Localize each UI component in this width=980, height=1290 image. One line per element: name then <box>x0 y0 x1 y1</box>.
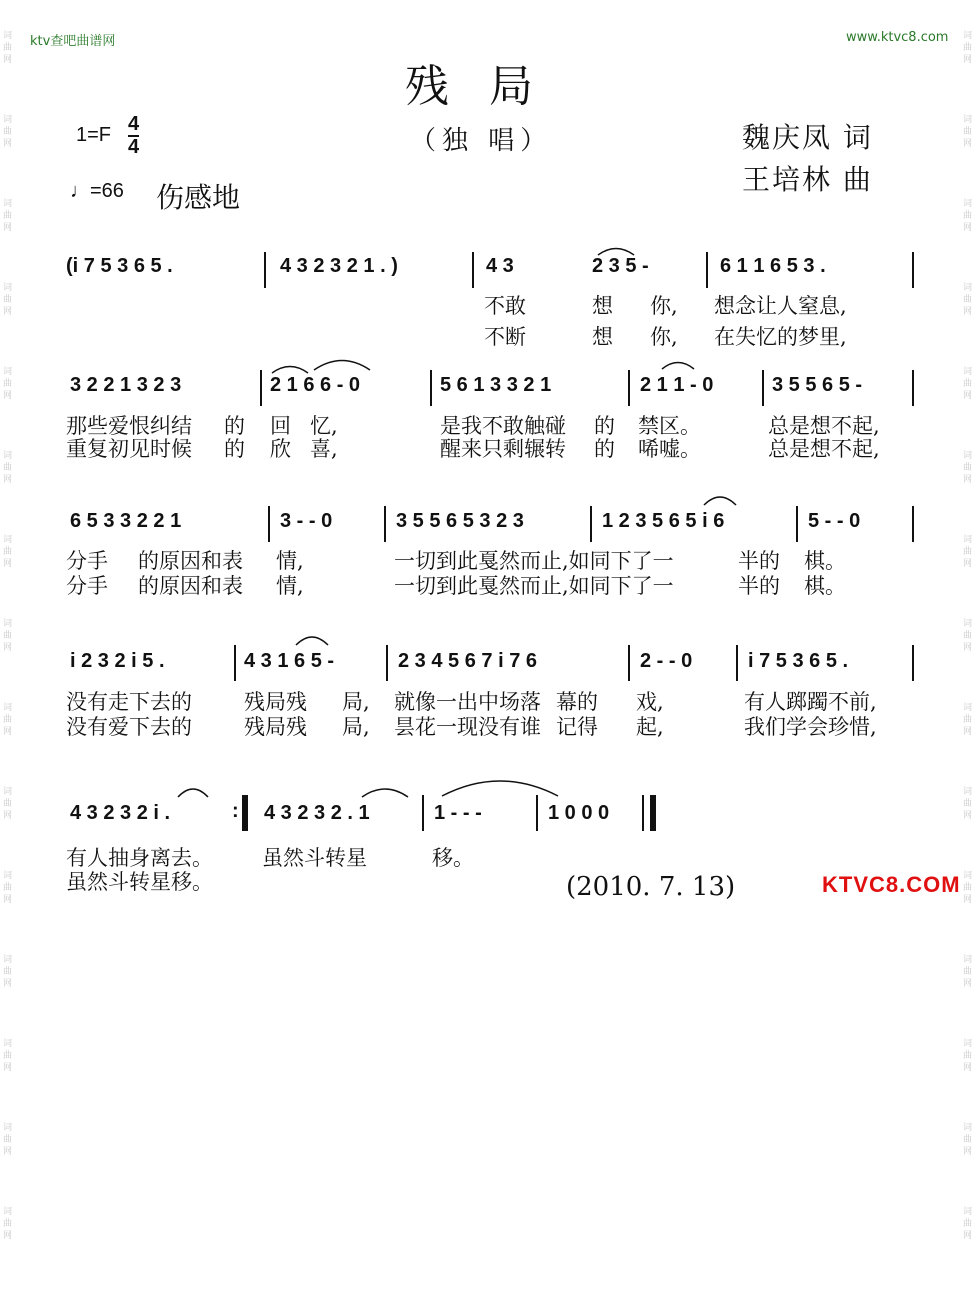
lyric: 一切到此戛然而止,如同下了一 <box>394 549 674 573</box>
expression-marking: 伤感地 <box>156 181 241 214</box>
time-signature-top: 4 <box>128 113 140 135</box>
row1-measure2: 4 3 2 3 2 1 . ) <box>280 255 398 277</box>
row4-measure5: i 7 5 3 6 5 . <box>748 650 849 672</box>
lyric: 就像一出中场落 <box>394 690 541 714</box>
row1-measure1: (i 7 5 3 6 5 . <box>66 255 173 277</box>
lyric: 的 <box>594 437 615 461</box>
lyric: 重复初见时候 <box>66 437 192 461</box>
lyric: 情, <box>276 574 304 598</box>
barline <box>628 370 630 406</box>
barline <box>590 506 592 542</box>
lyric: 分手 <box>66 574 108 598</box>
row2-measure4: 2 1 1 - 0 <box>640 374 714 396</box>
tempo-value: =66 <box>90 180 124 202</box>
barline <box>762 370 764 406</box>
row2-measure1: 3 2 2 1 3 2 3 <box>70 374 182 396</box>
barline <box>264 252 266 288</box>
row5-measure2: 4 3 2 3 2 . 1 <box>264 802 370 824</box>
lyric: 情, <box>276 549 304 573</box>
song-title: 残局 <box>405 61 573 112</box>
lyric: 昙花一现没有谁 <box>394 715 541 739</box>
final-barline-thin <box>642 795 644 831</box>
lyric: 的原因和表 <box>138 549 243 573</box>
lyric: 残局残 <box>244 715 307 739</box>
barline <box>912 370 914 406</box>
site-logo[interactable]: KTVC8.COM <box>822 872 961 897</box>
side-watermark-right: 词曲网 词曲网 词曲网 词曲网 词曲网 词曲网 词曲网 词曲网 词曲网 词曲网 词曲网 词曲网 词曲网 词曲网 词曲网 <box>963 31 973 1241</box>
lyric: 虽然斗转星 <box>262 846 367 870</box>
lyric: 没有爱下去的 <box>66 715 192 739</box>
quarter-note-icon: ♩ <box>70 180 90 202</box>
barline <box>912 645 914 681</box>
lyric: 你, <box>650 294 678 318</box>
barline <box>268 506 270 542</box>
lyric: 是我不敢触碰 <box>440 414 566 438</box>
row3-measure3: 3 5 5 6 5 3 2 3 <box>396 510 524 532</box>
time-signature <box>128 114 139 158</box>
barline <box>628 645 630 681</box>
row4-measure4: 2 - - 0 <box>640 650 693 672</box>
lyric: 棋。 <box>804 549 846 573</box>
lyric: 有人踯躅不前, <box>744 690 877 714</box>
lyric: 总是想不起, <box>768 437 880 461</box>
lyric: 唏嘘。 <box>638 437 701 461</box>
lyric: 醒来只剩辗转 <box>440 437 566 461</box>
lyric: 一切到此戛然而止,如同下了一 <box>394 574 674 598</box>
lyric: 分手 <box>66 549 108 573</box>
barline <box>912 506 914 542</box>
lyric: 半的 <box>738 549 780 573</box>
row4-measure3: 2 3 4 5 6 7 i 7 6 <box>398 650 537 672</box>
time-signature-bottom: 4 <box>128 136 140 158</box>
key-signature: 1=F <box>76 124 112 146</box>
lyric: 虽然斗转星移。 <box>66 870 213 894</box>
lyric: 起, <box>636 715 664 739</box>
barline <box>536 795 538 831</box>
slur <box>702 492 738 506</box>
barline <box>430 370 432 406</box>
site-name-left[interactable]: ktv查吧曲谱网 <box>30 34 116 49</box>
site-url-right[interactable]: www.ktvc8.com <box>846 30 949 45</box>
row1-measure3b: 2 3 5 - <box>592 255 649 277</box>
barline <box>386 645 388 681</box>
lyric: 的原因和表 <box>138 574 243 598</box>
lyric: 想 <box>592 325 613 349</box>
row1-measure3a: 4 3 <box>486 255 514 277</box>
barline <box>234 645 236 681</box>
lyric: 没有走下去的 <box>66 690 192 714</box>
lyric: 你, <box>650 325 678 349</box>
slur <box>660 358 696 370</box>
slur <box>176 784 210 798</box>
row5-measure4: 1 0 0 0 <box>548 802 610 824</box>
lyric: 幕的 <box>556 690 598 714</box>
slur <box>440 774 560 798</box>
repeat-dots: : <box>232 800 239 822</box>
row3-measure2: 3 - - 0 <box>280 510 333 532</box>
lyric: 想念让人窒息, <box>714 294 847 318</box>
barline <box>422 795 424 831</box>
tempo-marking <box>70 180 124 203</box>
lyric: 棋。 <box>804 574 846 598</box>
lyric: 回 <box>270 414 291 438</box>
lyric: 那些爱恨纠结 <box>66 414 192 438</box>
slur <box>312 355 372 371</box>
lyric: 在失忆的梦里, <box>714 325 847 349</box>
lyric: 的 <box>224 437 245 461</box>
barline <box>384 506 386 542</box>
side-watermark-left: 词曲网 词曲网 词曲网 词曲网 词曲网 词曲网 词曲网 词曲网 词曲网 词曲网 词曲网 词曲网 词曲网 词曲网 词曲网 <box>3 31 13 1241</box>
barline <box>796 506 798 542</box>
song-subtitle: （独 唱） <box>410 126 553 156</box>
lyric: 残局残 <box>244 690 307 714</box>
lyric: 有人抽身离去。 <box>66 846 213 870</box>
row2-measure3: 5 6 1 3 3 2 1 <box>440 374 552 396</box>
slur <box>360 784 410 798</box>
composer-credit: 王培林 曲 <box>742 163 873 196</box>
final-barline-thick <box>650 795 656 831</box>
lyric: 不敢 <box>484 294 526 318</box>
lyric: 欣 <box>270 437 291 461</box>
composition-date: (2010. 7. 13) <box>566 872 736 902</box>
lyric: 记得 <box>556 715 598 739</box>
lyric: 半的 <box>738 574 780 598</box>
lyric: 喜, <box>310 437 338 461</box>
lyric: 的 <box>224 414 245 438</box>
barline <box>706 252 708 288</box>
slur <box>596 244 636 256</box>
slur <box>270 362 310 374</box>
row3-measure1: 6 5 3 3 2 2 1 <box>70 510 182 532</box>
slur <box>294 632 330 646</box>
lyric: 局, <box>342 715 370 739</box>
lyric: 想 <box>592 294 613 318</box>
lyric: 局, <box>342 690 370 714</box>
row2-measure2: 2 1 6 6 - 0 <box>270 374 361 396</box>
row5-measure1: 4 3 2 3 2 i . <box>70 802 171 824</box>
lyric: 忆, <box>310 414 338 438</box>
barline <box>260 370 262 406</box>
row3-measure5: 5 - - 0 <box>808 510 861 532</box>
barline <box>472 252 474 288</box>
row1-measure4: 6 1 1 6 5 3 . <box>720 255 826 277</box>
repeat-barline <box>242 795 248 831</box>
row5-measure3: 1 - - - <box>434 802 482 824</box>
lyric: 移。 <box>432 846 474 870</box>
lyric: 总是想不起, <box>768 414 880 438</box>
row3-measure4: 1 2 3 5 6 5 i 6 <box>602 510 725 532</box>
lyric: 的 <box>594 414 615 438</box>
lyric: 不断 <box>484 325 526 349</box>
row4-measure1: i 2 3 2 i 5 . <box>70 650 165 672</box>
lyricist-credit: 魏庆凤 词 <box>742 121 873 154</box>
row2-measure5: 3 5 5 6 5 - <box>772 374 863 396</box>
lyric: 戏, <box>636 690 664 714</box>
barline <box>736 645 738 681</box>
row4-measure2: 4 3 1 6 5 - <box>244 650 335 672</box>
lyric: 禁区。 <box>638 414 701 438</box>
barline <box>912 252 914 288</box>
lyric: 我们学会珍惜, <box>744 715 877 739</box>
